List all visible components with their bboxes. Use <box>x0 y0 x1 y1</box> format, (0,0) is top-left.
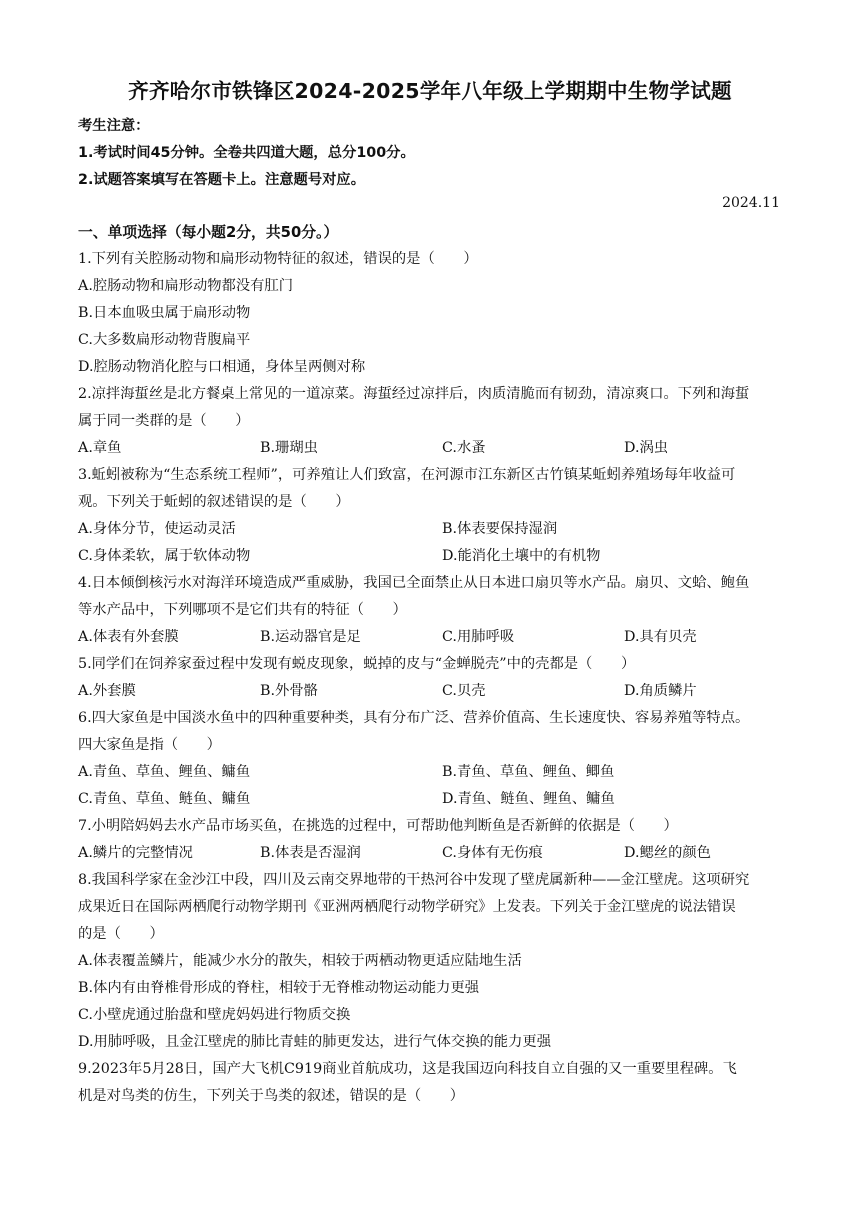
answer-option: C.青鱼、草鱼、鲢鱼、鳙鱼 <box>78 791 251 807</box>
answer-option: C.水蚤 <box>442 440 486 456</box>
question-stem-line: 成果近日在国际两栖爬行动物学期刊《亚洲两栖爬行动物学研究》上发表。下列关于金江壁虎的说法错误 <box>78 899 736 915</box>
question-3 <box>78 462 784 570</box>
question-stem-line: 观。下列关于蚯蚓的叙述错误的是（ ） <box>78 494 350 510</box>
notice-line-1: 1.考试时间45分钟。全卷共四道大题，总分100分。 <box>78 145 415 161</box>
answer-option: B.体表是否湿润 <box>260 845 361 861</box>
answer-option: D.角质鳞片 <box>624 683 697 699</box>
answer-option: C.贝壳 <box>442 683 486 699</box>
question-2 <box>78 381 784 462</box>
answer-option: D.涡虫 <box>624 440 669 456</box>
question-stem-line: 3.蚯蚓被称为“生态系统工程师”，可养殖让人们致富，在河源市江东新区古竹镇某蚯蚓养殖场每年收益可 <box>78 467 736 483</box>
answer-option: A.章鱼 <box>78 440 122 456</box>
answer-option: D.鳃丝的颜色 <box>624 845 711 861</box>
answer-options <box>78 624 784 651</box>
answer-options <box>78 435 784 462</box>
answer-option: C.小壁虎通过胎盘和壁虎妈妈进行物质交换 <box>78 1007 351 1023</box>
answer-options <box>78 840 784 867</box>
question-stem-line: 8.我国科学家在金沙江中段，四川及云南交界地带的干热河谷中发现了壁虎属新种——金江壁虎。这项研究 <box>78 872 750 888</box>
answer-option: B.运动器官是足 <box>260 629 361 645</box>
question-stem-line: 的是（ ） <box>78 926 164 942</box>
answer-option: A.身体分节，使运动灵活 <box>78 521 236 537</box>
answer-option: D.用肺呼吸，且金江壁虎的肺比青蛙的肺更发达，进行气体交换的能力更强 <box>78 1034 551 1050</box>
answer-option: D.腔肠动物消化腔与口相通，身体呈两侧对称 <box>78 359 366 375</box>
answer-option: A.体表有外套膜 <box>78 629 179 645</box>
question-stem-line: 2.凉拌海蜇丝是北方餐桌上常见的一道凉菜。海蜇经过凉拌后，肉质清脆而有韧劲，清凉爽口。下列和海蜇 <box>78 386 750 402</box>
question-4 <box>78 570 784 651</box>
exam-date: 2024.11 <box>722 195 780 211</box>
answer-option: C.大多数扁形动物背腹扁平 <box>78 332 251 348</box>
question-7 <box>78 813 784 867</box>
notice-line-2: 2.试题答案填写在答题卡上。注意题号对应。 <box>78 172 366 188</box>
answer-option: B.青鱼、草鱼、鲤鱼、鲫鱼 <box>442 764 615 780</box>
question-stem-line: 4.日本倾倒核污水对海洋环境造成严重威胁，我国已全面禁止从日本进口扇贝等水产品。扇贝、文蛤、鲍鱼 <box>78 575 750 591</box>
answer-option: B.珊瑚虫 <box>260 440 318 456</box>
question-1 <box>78 246 784 381</box>
question-6 <box>78 705 784 813</box>
exam-title: 齐齐哈尔市铁锋区2024-2025学年八年级上学期期中生物学试题 <box>128 79 732 103</box>
question-8 <box>78 867 784 1056</box>
answer-option: B.体表要保持湿润 <box>442 521 558 537</box>
answer-options <box>78 516 784 570</box>
question-stem-line: 等水产品中，下列哪项不是它们共有的特征（ ） <box>78 602 407 618</box>
question-list <box>78 246 784 1110</box>
answer-option: A.外套膜 <box>78 683 136 699</box>
answer-option: D.能消化土壤中的有机物 <box>442 548 601 564</box>
answer-option: B.日本血吸虫属于扁形动物 <box>78 305 251 321</box>
answer-option: C.身体有无伤痕 <box>442 845 543 861</box>
question-stem-line: 机是对鸟类的仿生，下列关于鸟类的叙述，错误的是（ ） <box>78 1088 465 1104</box>
notice-heading: 考生注意： <box>78 118 150 134</box>
answer-option: B.体内有由脊椎骨形成的脊柱，相较于无脊椎动物运动能力更强 <box>78 980 480 996</box>
question-stem-line: 四大家鱼是指（ ） <box>78 737 221 753</box>
answer-option: A.体表覆盖鳞片，能减少水分的散失，相较于两栖动物更适应陆地生活 <box>78 953 522 969</box>
answer-option: D.具有贝壳 <box>624 629 697 645</box>
question-stem-line: 属于同一类群的是（ ） <box>78 413 250 429</box>
answer-option: B.外骨骼 <box>260 683 318 699</box>
question-stem-line: 5.同学们在饲养家蚕过程中发现有蜕皮现象，蜕掉的皮与“金蝉脱壳”中的壳都是（ ） <box>78 656 636 672</box>
candidate-notice <box>78 113 415 194</box>
answer-option: A.鳞片的完整情况 <box>78 845 193 861</box>
answer-option: C.身体柔软，属于软体动物 <box>78 548 251 564</box>
question-5 <box>78 651 784 705</box>
answer-option: A.腔肠动物和扁形动物都没有肛门 <box>78 278 294 294</box>
question-stem-line: 7.小明陪妈妈去水产品市场买鱼，在挑选的过程中，可帮助他判断鱼是否新鲜的依据是（ ） <box>78 818 678 834</box>
answer-option: D.青鱼、鲢鱼、鲤鱼、鳙鱼 <box>442 791 615 807</box>
answer-options <box>78 759 784 813</box>
question-stem-line: 1.下列有关腔肠动物和扁形动物特征的叙述，错误的是（ ） <box>78 251 478 267</box>
question-stem-line: 9.2023年5月28日，国产大飞机C919商业首航成功，这是我国迈向科技自立自强的又一重要里程碑。飞 <box>78 1061 737 1077</box>
answer-option: A.青鱼、草鱼、鲤鱼、鳙鱼 <box>78 764 251 780</box>
question-9 <box>78 1056 784 1110</box>
answer-options <box>78 678 784 705</box>
question-stem-line: 6.四大家鱼是中国淡水鱼中的四种重要种类，具有分布广泛、营养价值高、生长速度快、容易养殖等特点。 <box>78 710 750 726</box>
answer-option: C.用肺呼吸 <box>442 629 515 645</box>
section-title: 一、单项选择（每小题2分，共50分。） <box>78 224 339 241</box>
